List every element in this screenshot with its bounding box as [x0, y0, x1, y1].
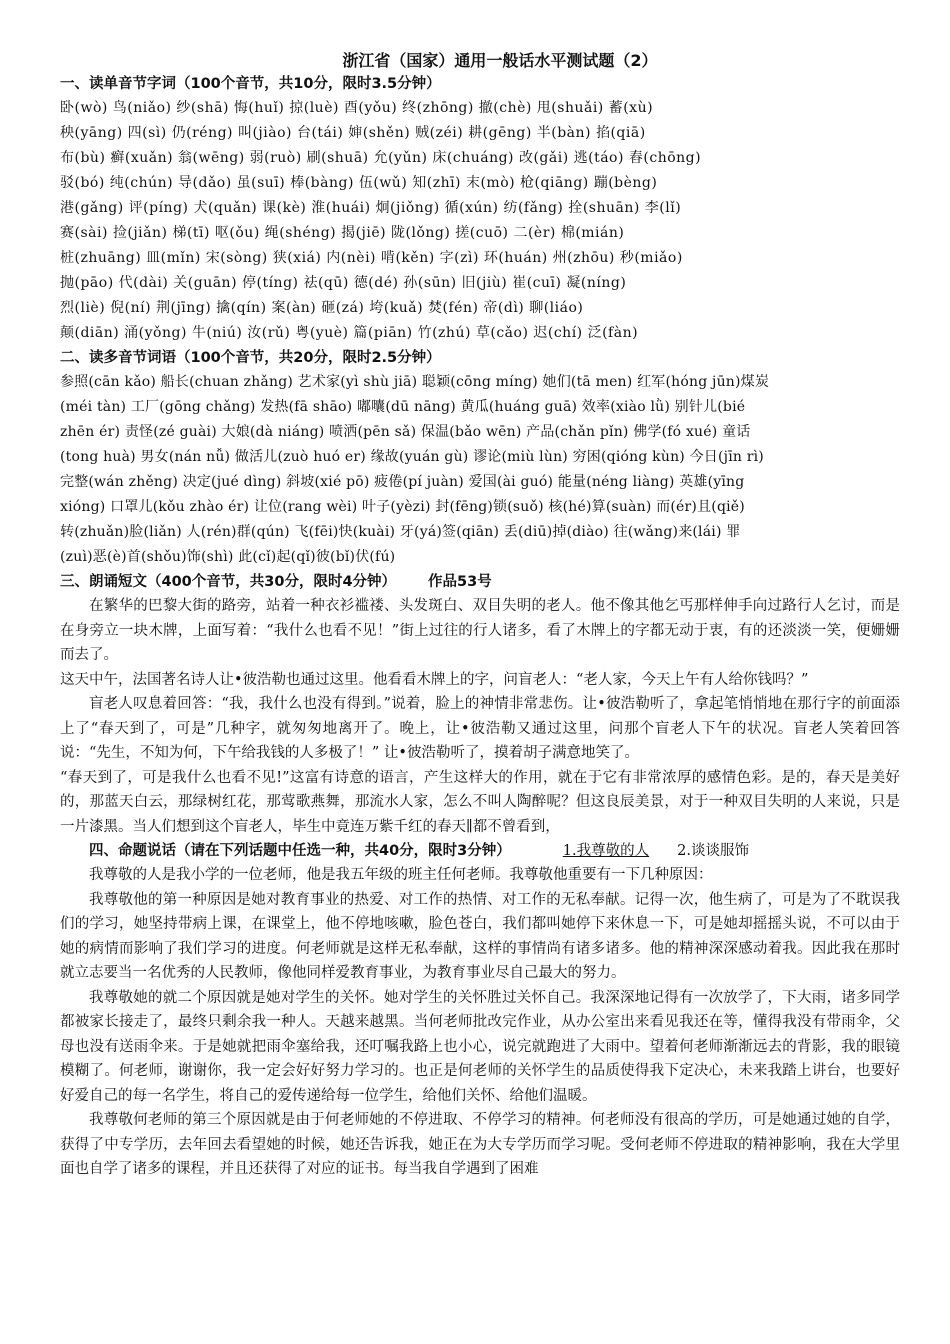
section-1-line: 卧(wò) 鸟(niǎo) 纱(shā) 悔(huǐ) 掠(luè) 酉(yǒu) 终(zhōng) 撤(chè) 甩(shuǎi) 蓄(xù)	[60, 100, 654, 116]
section-3-heading-text: 三、朗诵短文（400个音节，共30分，限时4分钟）	[60, 574, 397, 590]
section-4-heading-row	[60, 839, 900, 863]
section-2-line: 转(zhuǎn)脸(liǎn) 人(rén)群(qún) 飞(fēi)快(kuài) 牙(yá)签(qiān) 丢(diū)掉(diào) 往(wǎng)来(lái) 罪	[60, 524, 741, 540]
section-1-line: 赛(sài) 捡(jiǎn) 梯(tī) 呕(ǒu) 绳(shéng) 揭(jiē) 陇(lǒng) 搓(cuō) 二(èr) 棉(mián)	[60, 225, 625, 241]
speech-paragraph: 我尊敬她的就二个原因就是她对学生的关怀。她对学生的关怀胜过关怀自己。我深深地记得有一次放学了，下大雨，诸多同学都被家长接走了，最终只剩余我一种人。天越来越黑。当何老师批改完作业，从办公室出来看见我还在等，懂得我没有带雨伞，父母也没有送雨伞来。于是她就把雨伞塞给我，还叮嘱我路上也小心，说完就跑进了大雨中。望着何老师渐渐远去的背影，我的眼镜模糊了。何老师，谢谢你，我一定会好好努力学习的。也正是何老师的关怀学生的品质使得我下定决心，未来我踏上讲台，也要好好爱自己的每一名学生，将自己的爱传递给每一位学生，给他们关怀、给他们温暖。	[60, 989, 900, 1104]
section-1-line: 布(bù) 癣(xuǎn) 翁(wēng) 弱(ruò) 刷(shuā) 允(yǔn) 床(chuáng) 改(gǎi) 逃(táo) 舂(chōng)	[60, 150, 702, 166]
section-2-line: 参照(cān kǎo) 船长(chuan zhǎng) 艺术家(yì shù jiā) 聪颖(cōng míng) 她们(tā men) 红军(hóng jūn)煤炭	[60, 374, 770, 390]
section-1-line: 秧(yāng) 四(sì) 仍(réng) 叫(jiào) 台(tái) 婶(shěn) 贼(zéi) 耕(gēng) 半(bàn) 掐(qiā)	[60, 125, 646, 141]
section-4-heading: 四、命题说话（请在下列话题中任选一种，共40分，限时3分钟）	[89, 843, 511, 859]
section-1-line: 驳(bó) 纯(chún) 导(dǎo) 虽(suī) 棒(bàng) 伍(wǔ) 知(zhī) 末(mò) 枪(qiāng) 蹦(bèng)	[60, 175, 658, 191]
section-2-line: (tong huà) 男女(nán nǚ) 做活儿(zuò huó er) 缘故(yuán gù) 谬论(miù lùn) 穷困(qióng kùn) 今日(jīn rì)	[60, 449, 764, 465]
section-2-line: xióng) 口罩儿(kǒu zhào ér) 让位(rang wèi) 叶子(yèzi) 封(fēng)锁(suǒ) 核(hé)算(suàn) 而(ér)且(qiě)	[60, 499, 745, 515]
speech-paragraph: 我尊敬何老师的第三个原因就是由于何老师她的不停进取、不停学习的精神。何老师没有很高的学历，可是她通过她的自学，获得了中专学历，去年回去看望她的时候，她还告诉我，她正在为大专学历而学习呢。受何老师不停进取的精神影响，我在大学里面也自学了诸多的课程，并且还获得了对应的证书。每当我自学遇到了困难	[60, 1112, 900, 1177]
reading-paragraph: “春天到了，可是我什么也看不见!”这富有诗意的语言，产生这样大的作用，就在于它有非常浓厚的感情色彩。是的，春天是美好的，那蓝天白云，那绿树红花，那莺歌燕舞，那流水人家，怎么不叫人陶醉呢？但这良辰美景，对于一种双目失明的人来说，只是一片漆黑。当人们想到这个盲老人，毕生中竟连万紫千红的春天∥都不曾看到，	[60, 769, 900, 835]
section-2-heading: 二、读多音节词语（100个音节，共20分，限时2.5分钟）	[60, 350, 441, 366]
section-2-word-list	[60, 370, 900, 570]
section-2-line: 完整(wán zhěng) 决定(jué dìng) 斜坡(xié pō) 疲倦(pí juàn) 爱国(ài guó) 能量(néng liàng) 英雄(yīng	[60, 474, 745, 490]
work-number: 作品53号	[428, 574, 492, 590]
section-2-line: (méi tàn) 工厂(gōng chǎng) 发热(fā shāo) 嘟囔(dū nāng) 黄瓜(huáng guā) 效率(xiào lǜ) 别针儿(bié	[60, 399, 746, 415]
reading-paragraph: 在繁华的巴黎大街的路旁，站着一种衣衫褴褛、头发斑白、双目失明的老人。他不像其他乞丐那样伸手向过路行人乞讨，而是在身旁立一块木牌，上面写着：“我什么也看不见！”街上过往的行人诸多，看了木牌上的字都无动于衷，有的还淡淡一笑，便姗姗而去了。	[60, 598, 900, 663]
section-1-heading: 一、读单音节字词（100个音节，共10分，限时3.5分钟）	[60, 76, 441, 92]
section-1-line: 港(gǎng) 评(píng) 犬(quǎn) 课(kè) 淮(huái) 炯(jiǒng) 循(xún) 纺(fǎng) 拴(shuān) 李(lǐ)	[60, 200, 682, 216]
reading-paragraph: 这天中午，法国著名诗人让•彼浩勒也通过这里。他看看木牌上的字，问盲老人：“老人家，今天上午有人给你钱吗？”	[60, 671, 809, 688]
reading-paragraph: 盲老人叹息着回答：“我，我什么也没有得到。”说着，脸上的神情非常悲伤。让•彼浩勒听了，拿起笔悄悄地在那行字的前面添上了“春天到了，可是”几种字，就匆匆地离开了。晚上，让•彼浩勒又通过这里，问那个盲老人下午的状况。盲老人笑着回答说：“先生，不知为何，下午给我钱的人多极了！” 让•彼浩勒听了，摸着胡子满意地笑了。	[60, 696, 900, 761]
speech-paragraph: 我尊敬他的第一种原因是她对教育事业的热爱、对工作的热情、对工作的无私奉献。记得一次，他生病了，可是为了不耽误我们的学习，她坚持带病上课，在课堂上，他不停地咳嗽，脸色苍白，我们都叫她停下来休息一下，可是她却摇摇头说，不可以由于她的病情而影响了我们学习的进度。何老师就是这样无私奉献，这样的事情尚有诸多诸多。他的精神深深感动着我。因此我在那时就立志要当一名优秀的人民教师，像他同样爱教育事业，为教育事业尽自己最大的努力。	[60, 891, 900, 981]
topic-option-2[interactable]: 2.谈谈服饰	[677, 843, 749, 859]
section-2-line: (zuì)恶(è)首(shǒu)饰(shì) 此(cǐ)起(qǐ)彼(bǐ)伏(fú)	[60, 549, 396, 565]
speech-paragraph: 我尊敬的人是我小学的一位老师，他是我五年级的班主任何老师。我尊敬他重要有一下几种原因：	[89, 867, 713, 883]
section-1-line: 烈(liè) 倪(ní) 荆(jīng) 擒(qín) 案(àn) 砸(zá) 垮(kuǎ) 焚(fén) 帝(dì) 聊(liáo)	[60, 300, 584, 316]
section-1-word-list	[60, 96, 900, 346]
section-3-heading	[60, 570, 900, 594]
section-1-line: 颠(diān) 涌(yǒng) 牛(niú) 汝(rǔ) 粤(yuè) 篇(piān) 竹(zhú) 草(cǎo) 迟(chí) 泛(fàn)	[60, 325, 639, 341]
topic-option-1[interactable]: 1.我尊敬的人	[562, 843, 650, 859]
paper-title: 浙江省（国家）通用一般话水平测试题（2）	[342, 51, 658, 70]
section-1-line: 桩(zhuāng) 皿(mǐn) 宋(sòng) 狭(xiá) 内(nèi) 啃(kěn) 字(zì) 环(huán) 州(zhōu) 秒(miǎo)	[60, 250, 683, 266]
section-2-line: zhēn ér) 责怪(zé guài) 大娘(dà niáng) 喷洒(pēn sǎ) 保温(bǎo wēn) 产品(chǎn pǐn) 佛学(fó xué) 童话	[60, 424, 751, 440]
section-1-line: 抛(pāo) 代(dài) 关(guān) 停(tíng) 祛(qū) 德(dé) 孙(sūn) 旧(jiù) 崔(cuī) 凝(níng)	[60, 275, 627, 291]
test-paper	[60, 50, 900, 1182]
